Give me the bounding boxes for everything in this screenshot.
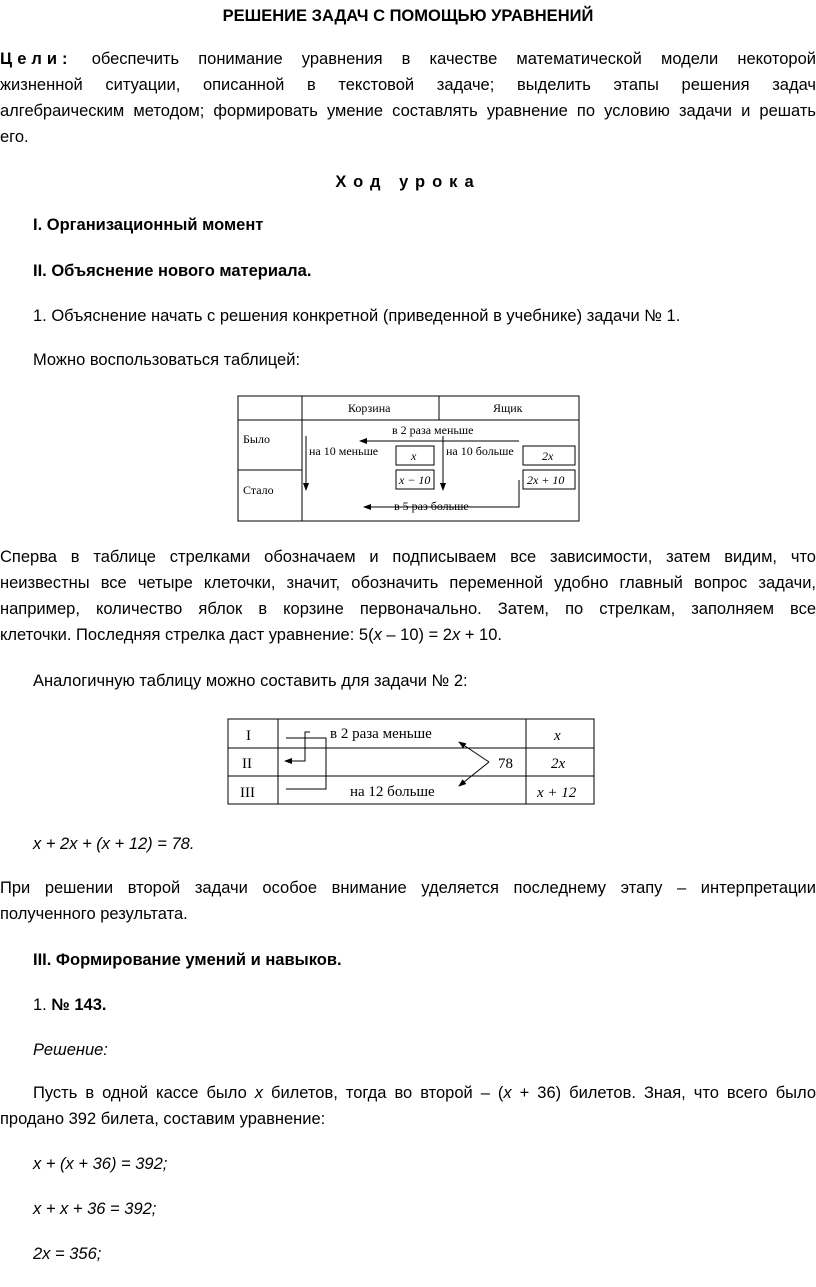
table1-figure <box>236 394 582 524</box>
t2-c2: 2x <box>551 756 566 772</box>
t2-half: в 2 раза меньше <box>330 726 432 742</box>
paragraph-solve-1: Пусть в одной кассе было x билетов, тогда во второй – (x + 36) билетов. Зная, что всего было <box>33 1084 816 1102</box>
t1-arrow-top-label: в 2 раза меньше <box>392 423 474 437</box>
t1-row-became: Стало <box>243 483 274 497</box>
t2-row-1: I <box>246 728 251 744</box>
goals-label: Цели: <box>0 50 73 68</box>
paragraph-explain: 1. Объяснение начать с решения конкретной (приведенной в учебнике) задачи № 1. <box>33 307 681 325</box>
paragraph-first-2: неизвестны все четыре клеточки, значит, обозначить переменной удобно главный вопрос задачи, <box>0 574 816 592</box>
paragraph-first-1: Сперва в таблице стрелками обозначаем и подписываем все зависимости, затем видим, что <box>0 548 816 566</box>
t1-2x: 2x <box>542 449 554 463</box>
paragraph-second-1: При решении второй задачи особое внимание уделяется последнему этапу – интерпретации <box>0 879 816 897</box>
section-heading-3: III. Формирование умений и навыков. <box>33 951 342 969</box>
t1-2x-plus-10: 2x + 10 <box>527 473 565 487</box>
equation-2: x + 2x + (x + 12) = 78. <box>33 835 195 853</box>
paragraph-solve-2: продано 392 билета, составим уравнение: <box>0 1110 326 1128</box>
paragraph-table: Можно воспользоваться таблицей: <box>33 351 301 369</box>
equation-3: x + (x + 36) = 392; <box>33 1155 168 1173</box>
paragraph-second-2: полученного результата. <box>0 905 188 923</box>
equation-4: x + x + 36 = 392; <box>33 1200 157 1218</box>
t2-total: 78 <box>498 756 513 772</box>
equation-5: 2x = 356; <box>33 1245 102 1263</box>
t2-row-3: III <box>240 785 255 801</box>
t2-c3: x + 12 <box>537 785 577 801</box>
arrow-to-row1 <box>459 742 489 762</box>
lesson-heading: Ход урока <box>335 173 481 191</box>
t1-x-minus-10: x − 10 <box>399 473 431 487</box>
goals-line-1: Цели: обеспечить понимание уравнения в качестве математической модели некоторой <box>0 50 816 68</box>
arrow-bracket <box>286 738 326 789</box>
solution-label: Решение: <box>33 1041 108 1059</box>
goals-line-2: жизненной ситуации, описанной в текстовой задаче; выделить этапы решения задач <box>0 76 816 94</box>
arrow-half <box>285 732 310 761</box>
goals-line-3: алгебраическим методом; формировать умение составлять уравнение по условию задачи и решать <box>0 102 816 120</box>
t2-row-2: II <box>242 756 252 772</box>
paragraph-first-4: клеточки. Последняя стрелка даст уравнение: 5(x – 10) = 2x + 10. <box>0 626 502 644</box>
section-heading-2: II. Объяснение нового материала. <box>33 262 312 280</box>
t2-more12: на 12 больше <box>350 784 435 800</box>
table2-figure <box>226 716 596 808</box>
section-heading-1: I. Организационный момент <box>33 216 264 234</box>
page-title: РЕШЕНИЕ ЗАДАЧ С ПОМОЩЬЮ УРАВНЕНИЙ <box>222 7 594 25</box>
task-number: 1. № 143. <box>33 996 107 1014</box>
t2-c1: x <box>554 728 561 744</box>
t1-less10: на 10 меньше <box>309 444 379 458</box>
t1-row-was: Было <box>243 432 270 446</box>
t1-arrow-bottom-label: в 5 раз больше <box>394 499 469 513</box>
arrow-to-row3 <box>459 762 489 786</box>
t1-x: x <box>411 449 417 463</box>
t1-col-basket: Корзина <box>348 401 391 415</box>
paragraph-first-3: например, количество яблок в корзине первоначально. Затем, по стрелкам, заполняем все <box>0 600 816 618</box>
t1-col-box: Ящик <box>493 401 523 415</box>
t1-more10: на 10 больше <box>446 444 514 458</box>
goals-line-4: его. <box>0 128 29 146</box>
paragraph-similar: Аналогичную таблицу можно составить для задачи № 2: <box>33 672 468 690</box>
